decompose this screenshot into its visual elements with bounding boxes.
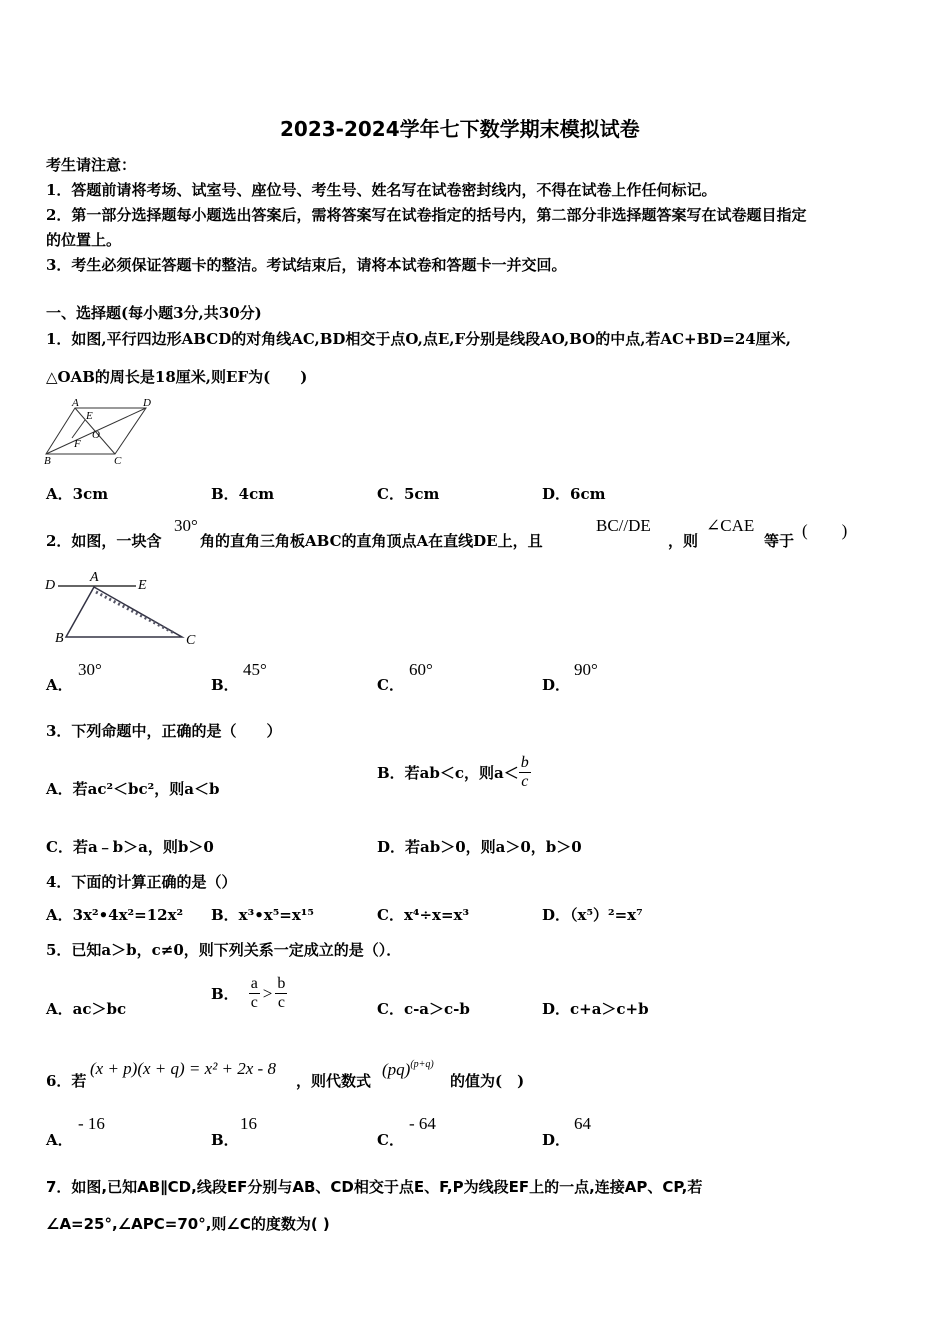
- q1-option-c[interactable]: C．5cm: [377, 485, 440, 503]
- q5-frac2-num: b: [277, 975, 286, 992]
- q3-option-b-fraction: [519, 754, 531, 791]
- q1-figure: [42, 398, 157, 468]
- q2-paren: ( ): [802, 521, 848, 540]
- q3-option-b[interactable]: [377, 754, 531, 791]
- q2-stem-part1: 2．如图，一块含: [46, 532, 162, 550]
- q6-expr2-base: (pq): [382, 1060, 411, 1079]
- q6-option-c-letter[interactable]: C．: [377, 1131, 404, 1149]
- q1-fig-label-e: E: [86, 410, 93, 422]
- q3-frac-den: c: [521, 773, 529, 790]
- q2-option-b-letter[interactable]: B．: [211, 676, 239, 694]
- notice-item-2-cont: 的位置上。: [46, 231, 122, 249]
- q2-fig-label-c: C: [186, 633, 196, 648]
- q6-option-d-letter[interactable]: D．: [542, 1131, 571, 1149]
- q2-stem-part2: 角的直角三角板ABC的直角顶点A在直线DE上，且: [200, 532, 543, 550]
- q1-stem-line1: 1．如图,平行四边形ABCD的对角线AC,BD相交于点O,点E,F分别是线段AO,BO的中点,若AC+BD=24厘米,: [46, 330, 791, 348]
- q5-fraction-a-over-c: [249, 975, 260, 1012]
- q2-option-d-letter[interactable]: D．: [542, 676, 571, 694]
- q1-fig-label-a: A: [72, 398, 79, 409]
- q2-option-c-value: 60°: [409, 660, 433, 679]
- q2-option-d-value: 90°: [574, 660, 598, 679]
- q2-stem-part3: ，则: [668, 532, 699, 550]
- q4-option-a[interactable]: A．3x²•4x²=12x²: [46, 906, 184, 924]
- q5-stem: 5．已知a＞b，c≠0，则下列关系一定成立的是（）．: [46, 941, 402, 959]
- q7-stem-line2: ∠A=25°,∠APC=70°,则∠C的度数为( ): [46, 1215, 330, 1233]
- q5-option-c[interactable]: C．c-a＞c-b: [377, 1000, 470, 1018]
- q1-fig-label-c: C: [114, 455, 122, 467]
- q3-option-c[interactable]: C．若a﹣b＞a，则b＞0: [46, 838, 214, 856]
- q4-option-d[interactable]: D．（x⁵）²=x⁷: [542, 906, 643, 924]
- notice-heading: 考生请注意：: [46, 156, 137, 174]
- q6-expression2: [382, 1059, 434, 1080]
- q5-fraction-b-over-c: [275, 975, 287, 1012]
- q1-stem-line2: △OAB的周长是18厘米,则EF为( ): [46, 368, 308, 386]
- q2-figure: [44, 570, 204, 650]
- q3-frac-num: b: [520, 754, 529, 771]
- q4-option-c[interactable]: C．x⁴÷x=x³: [377, 906, 470, 924]
- section-heading: 一、选择题(每小题3分,共30分): [46, 304, 262, 322]
- q5-frac1-den: c: [250, 994, 258, 1011]
- notice-item-1: 1．答题前请将考场、试室号、座位号、考生号、姓名写在试卷密封线内，不得在试卷上作任何标记。: [46, 181, 717, 199]
- q5-greater-sign: >: [262, 983, 273, 1003]
- q1-fig-label-f: F: [74, 438, 81, 450]
- q1-option-d[interactable]: D．6cm: [542, 485, 606, 503]
- q1-fig-label-d: D: [143, 398, 151, 409]
- q5-option-b-letter: B．: [211, 985, 239, 1003]
- q2-option-a-value: 30°: [78, 660, 102, 679]
- page-title: 2023-2024学年七下数学期末模拟试卷: [280, 117, 640, 141]
- q6-option-c-value: - 64: [409, 1114, 436, 1133]
- q1-option-a[interactable]: A．3cm: [46, 485, 109, 503]
- notice-item-2: 2．第一部分选择题每小题选出答案后，需将答案写在试卷指定的括号内，第二部分非选择题答案写在试卷题目指定: [46, 206, 807, 224]
- q2-stem-part4: 等于: [764, 532, 795, 550]
- q2-option-c-letter[interactable]: C．: [377, 676, 404, 694]
- q3-option-d[interactable]: D．若ab＞0，则a＞0，b＞0: [377, 838, 582, 856]
- q6-expr2-exponent: (p+q): [410, 1059, 434, 1070]
- q7-stem-line1: 7．如图,已知AB∥CD,线段EF分别与AB、CD相交于点E、F,P为线段EF上的一点,连接AP、CP,若: [46, 1178, 703, 1196]
- q2-angle: ∠CAE: [706, 516, 755, 535]
- q3-option-b-text: B．若ab＜c，则a＜: [377, 764, 519, 782]
- q2-degree: 30°: [174, 516, 198, 535]
- q1-fig-label-b: B: [44, 455, 51, 467]
- q4-option-b[interactable]: B．x³•x⁵=x¹⁵: [211, 906, 314, 924]
- q2-option-a-letter[interactable]: A．: [46, 676, 73, 694]
- q2-option-b-value: 45°: [243, 660, 267, 679]
- q3-option-a[interactable]: A．若ac²＜bc²，则a＜b: [46, 780, 220, 798]
- q6-expression: (x + p)(x + q) = x² + 2x - 8: [90, 1059, 276, 1078]
- q3-stem: 3．下列命题中，正确的是（ ）: [46, 722, 282, 740]
- notice-item-3: 3．考生必须保证答题卡的整洁。考试结束后，请将本试卷和答题卡一并交回。: [46, 256, 567, 274]
- q6-stem-part2: ，则代数式: [296, 1072, 372, 1090]
- q1-option-b[interactable]: B．4cm: [211, 485, 275, 503]
- q6-option-b-letter[interactable]: B．: [211, 1131, 239, 1149]
- q6-stem-part1: 6．若: [46, 1072, 87, 1090]
- q6-option-b-value: 16: [240, 1114, 257, 1133]
- q5-option-d[interactable]: D．c+a＞c+b: [542, 1000, 649, 1018]
- q6-option-d-value: 64: [574, 1114, 591, 1133]
- q2-fig-label-b: B: [55, 631, 64, 646]
- q6-option-a-value: - 16: [78, 1114, 105, 1133]
- q2-fig-label-a: A: [90, 570, 99, 585]
- q4-stem: 4．下面的计算正确的是（）: [46, 873, 237, 891]
- q5-option-b[interactable]: [211, 975, 287, 1012]
- q2-condition: BC//DE: [596, 516, 651, 535]
- q2-fig-label-d: D: [45, 578, 56, 593]
- q6-option-a-letter[interactable]: A．: [46, 1131, 73, 1149]
- q5-frac1-num: a: [250, 975, 258, 992]
- q6-stem-part3: 的值为( ): [450, 1072, 525, 1090]
- q5-option-a[interactable]: A．ac＞bc: [46, 1000, 127, 1018]
- q5-frac2-den: c: [277, 994, 285, 1011]
- q1-fig-label-o: O: [92, 429, 100, 441]
- q2-fig-label-e: E: [138, 578, 147, 593]
